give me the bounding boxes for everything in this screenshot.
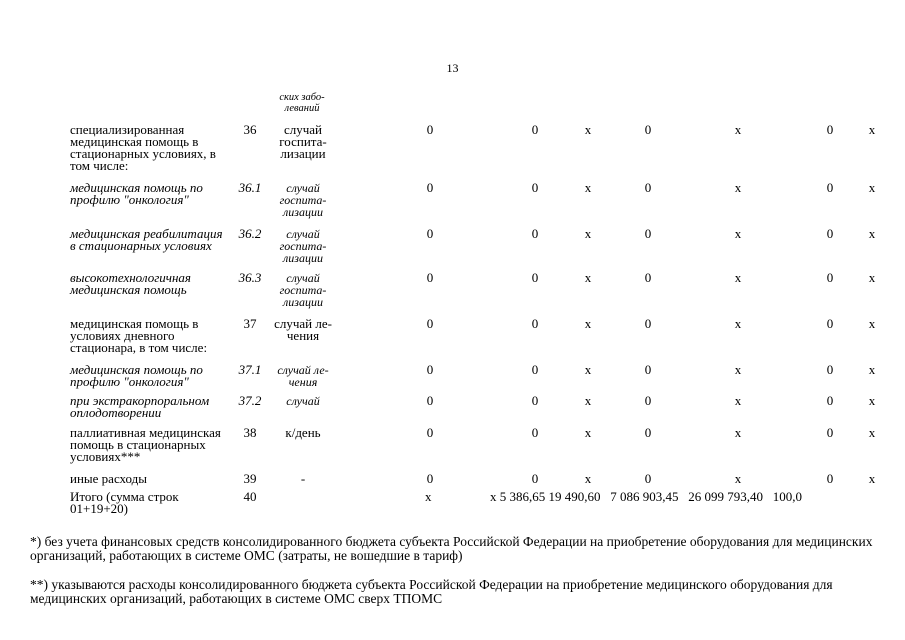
row-unit: случай госпита- лизации xyxy=(279,271,327,309)
cell-v7: x xyxy=(868,270,876,285)
cell-v1: 0 xyxy=(426,362,434,377)
cell-v4: 0 xyxy=(644,393,652,408)
row-code: 36.3 xyxy=(238,270,262,285)
row-name: высокотехнологичная медицинская помощь xyxy=(70,270,191,297)
row-code: 39 xyxy=(243,471,257,486)
cell-v5: x xyxy=(734,425,742,440)
row-name: медицинская помощь по профилю "онкология" xyxy=(70,180,203,207)
cell-v1: 0 xyxy=(426,180,434,195)
cell-v6: 0 xyxy=(826,180,834,195)
cell-v2: 0 xyxy=(531,362,539,377)
cell-v4: 0 xyxy=(644,425,652,440)
row-name: иные расходы xyxy=(70,471,148,486)
cell-v5: x xyxy=(734,316,742,331)
cell-v1: 0 xyxy=(426,316,434,331)
cell-v4: 0 xyxy=(644,122,652,137)
row-code: 36.1 xyxy=(238,180,262,195)
cell-v2: 0 xyxy=(531,122,539,137)
cell-v1: 0 xyxy=(426,393,434,408)
row-name: специализированная медицинская помощь в стационарных условиях, в том числе: xyxy=(70,122,216,173)
cell-v7: x xyxy=(868,180,876,195)
row-unit: случай госпита- лизации xyxy=(279,181,327,219)
cell-v3: x xyxy=(584,180,592,195)
row-unit: случай ле- чения xyxy=(274,316,332,343)
row-code: 36 xyxy=(243,122,257,137)
cell-v3: x xyxy=(584,270,592,285)
cell-v2: 0 xyxy=(531,180,539,195)
cell-v6: 0 xyxy=(826,316,834,331)
cell-v6: 0 xyxy=(826,362,834,377)
total-name: Итого (сумма строк 01+19+20) xyxy=(70,489,179,516)
cell-v1: 0 xyxy=(426,471,434,486)
cell-v3: x xyxy=(584,425,592,440)
cell-v5: x xyxy=(734,393,742,408)
cell-v2: 0 xyxy=(531,270,539,285)
cell-v6: 0 xyxy=(826,393,834,408)
cell-v4: 0 xyxy=(644,316,652,331)
row-code: 38 xyxy=(243,425,257,440)
carry-over-text: ских забо- леваний xyxy=(279,92,325,114)
cell-v4: 0 xyxy=(644,270,652,285)
row-code: 36.2 xyxy=(238,226,262,241)
cell-v6: 0 xyxy=(826,425,834,440)
cell-v5: x xyxy=(734,226,742,241)
cell-v7: x xyxy=(868,471,876,486)
cell-v2: 0 xyxy=(531,226,539,241)
cell-v7: x xyxy=(868,425,876,440)
cell-v1: 0 xyxy=(426,270,434,285)
row-name: при экстракорпоральном оплодотворении xyxy=(70,393,210,420)
cell-v2: 0 xyxy=(531,425,539,440)
cell-v4: 0 xyxy=(644,471,652,486)
row-code: 37 xyxy=(243,316,257,331)
cell-v1: 0 xyxy=(426,425,434,440)
cell-v7: x xyxy=(868,316,876,331)
row-unit: - xyxy=(300,471,306,486)
cell-v6: 0 xyxy=(826,226,834,241)
cell-v6: 0 xyxy=(826,471,834,486)
cell-v5: x xyxy=(734,122,742,137)
cell-v5: x xyxy=(734,471,742,486)
row-unit: случай госпита- лизации xyxy=(279,227,327,265)
row-unit: случай ле- чения xyxy=(277,363,329,389)
cell-v3: x xyxy=(584,471,592,486)
cell-v3: x xyxy=(584,393,592,408)
row-unit: к/день xyxy=(285,425,321,440)
row-name: медицинская помощь по профилю "онкология" xyxy=(70,362,203,389)
cell-v1: 0 xyxy=(426,226,434,241)
cell-v4: 0 xyxy=(644,226,652,241)
footnote-1: *) без учета финансовых средств консолидированного бюджета субъекта Российской Федерации на приобретение оборудования для медицинских организаций, работающих в системе ОМС (затраты, не вошедшие в тариф) xyxy=(30,534,873,563)
row-unit: случай xyxy=(286,394,320,408)
cell-v3: x xyxy=(584,316,592,331)
cell-v5: x xyxy=(734,362,742,377)
cell-v2: 0 xyxy=(531,393,539,408)
cell-v4: 0 xyxy=(644,180,652,195)
row-code: 37.1 xyxy=(238,362,262,377)
row-name: медицинская помощь в условиях дневного стационара, в том числе: xyxy=(70,316,208,355)
row-code: 37.2 xyxy=(238,393,262,408)
cell-v7: x xyxy=(868,393,876,408)
cell-v1: 0 xyxy=(426,122,434,137)
total-values: x x 5 386,65 19 490,60 7 086 903,45 26 099 793,40 100,0 xyxy=(425,489,802,504)
cell-v2: 0 xyxy=(531,471,539,486)
cell-v6: 0 xyxy=(826,270,834,285)
cell-v3: x xyxy=(584,122,592,137)
cell-v2: 0 xyxy=(531,316,539,331)
page-number: 13 xyxy=(446,61,459,75)
cell-v5: x xyxy=(734,270,742,285)
cell-v6: 0 xyxy=(826,122,834,137)
cell-v5: x xyxy=(734,180,742,195)
cell-v7: x xyxy=(868,362,876,377)
cell-v7: x xyxy=(868,122,876,137)
row-name: медицинская реабилитация в стационарных условиях xyxy=(70,226,223,253)
row-unit: случай госпита- лизации xyxy=(279,122,327,161)
cell-v3: x xyxy=(584,226,592,241)
row-name: паллиативная медицинская помощь в стационарных условиях*** xyxy=(70,425,221,464)
cell-v3: x xyxy=(584,362,592,377)
cell-v7: x xyxy=(868,226,876,241)
total-code: 40 xyxy=(243,489,257,504)
footnote-2: **) указываются расходы консолидированного бюджета субъекта Российской Федерации на приобретение медицинского оборудования для медицинских организаций, работающих в системе ОМС сверх ТПОМС xyxy=(30,577,833,606)
cell-v4: 0 xyxy=(644,362,652,377)
